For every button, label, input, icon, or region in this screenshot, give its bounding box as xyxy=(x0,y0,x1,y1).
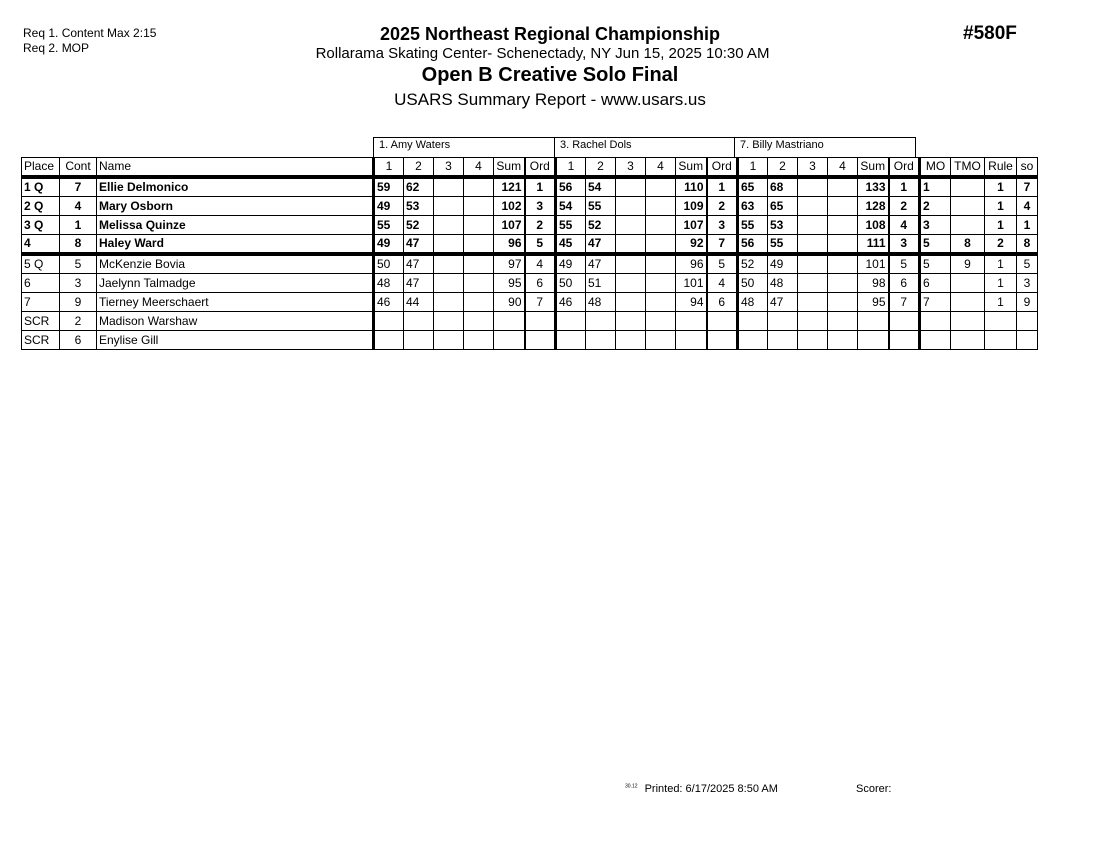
table-row xyxy=(22,177,1038,197)
judge-3-score-4-cell xyxy=(828,235,858,255)
judge-1-score-4-cell xyxy=(464,216,494,235)
col-header-rule: Rule xyxy=(985,158,1017,178)
report-title: USARS Summary Report - www.usars.us xyxy=(394,90,706,109)
j2-col-ord: Ord xyxy=(707,158,738,178)
judge-2-score-4-cell xyxy=(646,216,676,235)
judge-2-score-2-cell xyxy=(586,331,616,350)
judge-3-score-3-cell xyxy=(798,197,828,216)
mo-cell: 3 xyxy=(920,216,951,235)
judge-2-score-1-cell: 55 xyxy=(556,216,586,235)
judge-1-score-1-cell: 59 xyxy=(374,177,404,197)
judge-3-sum-cell xyxy=(858,331,889,350)
judge-2-score-3-cell xyxy=(616,331,646,350)
judge-2-sum-cell: 96 xyxy=(676,254,707,274)
judge-3-score-1-cell: 56 xyxy=(738,235,768,255)
judge-3-score-1-cell: 50 xyxy=(738,274,768,293)
table-row xyxy=(22,312,1038,331)
judge-1-score-1-cell: 55 xyxy=(374,216,404,235)
judge-1-ord-cell xyxy=(525,331,556,350)
judge-3-ord-cell: 7 xyxy=(889,293,920,312)
cont-cell: 6 xyxy=(60,331,97,350)
judge-1-score-2-cell: 47 xyxy=(404,254,434,274)
cont-cell: 4 xyxy=(60,197,97,216)
judge-2-ord-cell: 7 xyxy=(707,235,738,255)
place-cell: SCR xyxy=(22,312,60,331)
judge-1-score-3-cell xyxy=(434,274,464,293)
judge-2-score-4-cell xyxy=(646,197,676,216)
judge-2-score-2-cell: 48 xyxy=(586,293,616,312)
judge-2-sum-cell: 107 xyxy=(676,216,707,235)
judge-2-score-4-cell xyxy=(646,331,676,350)
tmo-cell: 8 xyxy=(951,235,985,255)
judge-1-score-1-cell: 48 xyxy=(374,274,404,293)
col-header-cont: Cont xyxy=(60,158,97,178)
cont-cell: 8 xyxy=(60,235,97,255)
judge-1-score-2-cell: 53 xyxy=(404,197,434,216)
judge-2-score-1-cell xyxy=(556,312,586,331)
judge-3-score-2-cell: 47 xyxy=(768,293,798,312)
judge-3-score-3-cell xyxy=(798,177,828,197)
judge-1-ord-cell: 6 xyxy=(525,274,556,293)
judge-2-score-4-cell xyxy=(646,254,676,274)
judge-2-score-3-cell xyxy=(616,235,646,255)
table-row xyxy=(22,274,1038,293)
print-info xyxy=(625,783,778,795)
table-row xyxy=(22,235,1038,255)
judge-1-score-1-cell xyxy=(374,331,404,350)
judge-3-name: 7. Billy Mastriano xyxy=(734,137,916,157)
judge-2-score-2-cell: 52 xyxy=(586,216,616,235)
judge-1-score-1-cell xyxy=(374,312,404,331)
name-cell: Melissa Quinze xyxy=(97,216,374,235)
judge-2-ord-cell: 4 xyxy=(707,274,738,293)
name-cell: Mary Osborn xyxy=(97,197,374,216)
event-title: Open B Creative Solo Final xyxy=(421,64,679,86)
judge-1-score-2-cell: 62 xyxy=(404,177,434,197)
col-header-name: Name xyxy=(97,158,374,178)
mo-cell xyxy=(920,312,951,331)
j2-col-2: 2 xyxy=(586,158,616,178)
judge-2-ord-cell: 5 xyxy=(707,254,738,274)
judge-1-score-3-cell xyxy=(434,197,464,216)
judge-2-score-1-cell: 50 xyxy=(556,274,586,293)
judge-1-score-2-cell: 47 xyxy=(404,274,434,293)
judge-3-score-2-cell xyxy=(768,312,798,331)
judge-2-score-3-cell xyxy=(616,274,646,293)
judge-2-score-2-cell: 51 xyxy=(586,274,616,293)
rule-cell: 1 xyxy=(985,254,1017,274)
tmo-cell xyxy=(951,216,985,235)
j2-col-1: 1 xyxy=(556,158,586,178)
judge-1-score-2-cell: 52 xyxy=(404,216,434,235)
judge-1-score-4-cell xyxy=(464,274,494,293)
name-cell: Jaelynn Talmadge xyxy=(97,274,374,293)
judge-2-score-3-cell xyxy=(616,197,646,216)
judge-3-score-3-cell xyxy=(798,274,828,293)
scorer-label: Scorer: xyxy=(856,783,892,795)
judge-2-score-2-cell: 47 xyxy=(586,235,616,255)
table-row xyxy=(22,331,1038,350)
judge-2-score-4-cell xyxy=(646,293,676,312)
mo-cell: 5 xyxy=(920,254,951,274)
judge-1-sum-cell: 97 xyxy=(494,254,525,274)
mo-cell: 6 xyxy=(920,274,951,293)
mo-cell: 7 xyxy=(920,293,951,312)
j1-col-sum: Sum xyxy=(494,158,525,178)
judge-2-ord-cell: 1 xyxy=(707,177,738,197)
competition-title: 2025 Northeast Regional Championship xyxy=(379,24,721,44)
judge-2-ord-cell xyxy=(707,331,738,350)
judge-1-score-3-cell xyxy=(434,254,464,274)
so-cell: 4 xyxy=(1017,197,1038,216)
table-row xyxy=(22,254,1038,274)
so-cell: 7 xyxy=(1017,177,1038,197)
j3-col-sum: Sum xyxy=(858,158,889,178)
judge-2-score-2-cell xyxy=(586,312,616,331)
j1-col-4: 4 xyxy=(464,158,494,178)
judge-1-score-3-cell xyxy=(434,235,464,255)
place-cell: 5 Q xyxy=(22,254,60,274)
judge-1-ord-cell: 4 xyxy=(525,254,556,274)
judge-1-ord-cell xyxy=(525,312,556,331)
name-cell: Madison Warshaw xyxy=(97,312,374,331)
judge-3-score-4-cell xyxy=(828,197,858,216)
judge-1-score-3-cell xyxy=(434,331,464,350)
judge-2-score-4-cell xyxy=(646,177,676,197)
judge-1-ord-cell: 7 xyxy=(525,293,556,312)
judge-1-score-4-cell xyxy=(464,235,494,255)
requirement-1: Req 1. Content Max 2:15 xyxy=(23,26,157,40)
judge-1-score-2-cell: 44 xyxy=(404,293,434,312)
j3-col-ord: Ord xyxy=(889,158,920,178)
rule-cell: 1 xyxy=(985,274,1017,293)
judge-1-score-1-cell: 49 xyxy=(374,235,404,255)
name-cell: Enylise Gill xyxy=(97,331,374,350)
rule-cell: 1 xyxy=(985,216,1017,235)
mo-cell: 2 xyxy=(920,197,951,216)
rule-cell: 2 xyxy=(985,235,1017,255)
judge-2-score-4-cell xyxy=(646,235,676,255)
printed-timestamp: Printed: 6/17/2025 8:50 AM xyxy=(644,783,778,795)
so-cell: 5 xyxy=(1017,254,1038,274)
mo-cell: 5 xyxy=(920,235,951,255)
cont-cell: 5 xyxy=(60,254,97,274)
judge-2-sum-cell xyxy=(676,312,707,331)
so-cell xyxy=(1017,312,1038,331)
judge-1-score-2-cell: 47 xyxy=(404,235,434,255)
judge-2-sum-cell: 109 xyxy=(676,197,707,216)
name-cell: Ellie Delmonico xyxy=(97,177,374,197)
judge-1-sum-cell xyxy=(494,312,525,331)
j3-col-4: 4 xyxy=(828,158,858,178)
judge-3-score-1-cell: 55 xyxy=(738,216,768,235)
judge-1-ord-cell: 3 xyxy=(525,197,556,216)
cont-cell: 3 xyxy=(60,274,97,293)
rule-cell: 1 xyxy=(985,197,1017,216)
requirement-2: Req 2. MOP xyxy=(23,41,90,55)
judge-3-score-2-cell: 55 xyxy=(768,235,798,255)
judge-3-ord-cell xyxy=(889,312,920,331)
judge-1-ord-cell: 1 xyxy=(525,177,556,197)
judge-1-sum-cell: 96 xyxy=(494,235,525,255)
place-cell: SCR xyxy=(22,331,60,350)
judge-2-ord-cell: 2 xyxy=(707,197,738,216)
j3-col-1: 1 xyxy=(738,158,768,178)
judge-2-score-1-cell: 49 xyxy=(556,254,586,274)
judge-1-score-4-cell xyxy=(464,254,494,274)
judge-1-score-2-cell xyxy=(404,312,434,331)
judge-1-score-3-cell xyxy=(434,216,464,235)
judge-1-score-4-cell xyxy=(464,312,494,331)
judge-1-sum-cell: 102 xyxy=(494,197,525,216)
judge-2-score-3-cell xyxy=(616,177,646,197)
mo-cell xyxy=(920,331,951,350)
judge-3-sum-cell: 111 xyxy=(858,235,889,255)
judge-3-ord-cell: 1 xyxy=(889,177,920,197)
place-cell: 2 Q xyxy=(22,197,60,216)
judge-3-score-2-cell: 48 xyxy=(768,274,798,293)
judge-1-score-4-cell xyxy=(464,331,494,350)
judge-3-score-4-cell xyxy=(828,293,858,312)
tmo-cell xyxy=(951,177,985,197)
judge-2-score-4-cell xyxy=(646,274,676,293)
judge-2-ord-cell: 3 xyxy=(707,216,738,235)
rule-cell: 1 xyxy=(985,177,1017,197)
tmo-cell xyxy=(951,331,985,350)
judge-3-score-3-cell xyxy=(798,254,828,274)
judge-1-ord-cell: 5 xyxy=(525,235,556,255)
judge-3-score-1-cell xyxy=(738,312,768,331)
judge-3-ord-cell: 5 xyxy=(889,254,920,274)
col-header-place: Place xyxy=(22,158,60,178)
judge-3-score-4-cell xyxy=(828,274,858,293)
place-cell: 3 Q xyxy=(22,216,60,235)
judge-3-score-4-cell xyxy=(828,254,858,274)
judge-2-score-2-cell: 54 xyxy=(586,177,616,197)
j2-col-4: 4 xyxy=(646,158,676,178)
rule-cell xyxy=(985,312,1017,331)
judge-2-score-2-cell: 55 xyxy=(586,197,616,216)
judge-2-score-4-cell xyxy=(646,312,676,331)
judge-3-sum-cell: 133 xyxy=(858,177,889,197)
judge-3-score-3-cell xyxy=(798,293,828,312)
so-cell: 9 xyxy=(1017,293,1038,312)
judge-3-score-4-cell xyxy=(828,177,858,197)
judge-3-score-2-cell: 49 xyxy=(768,254,798,274)
judge-2-sum-cell: 101 xyxy=(676,274,707,293)
judge-3-score-4-cell xyxy=(828,331,858,350)
cont-cell: 9 xyxy=(60,293,97,312)
judge-3-score-4-cell xyxy=(828,216,858,235)
cont-cell: 7 xyxy=(60,177,97,197)
judge-3-score-3-cell xyxy=(798,331,828,350)
judge-2-score-3-cell xyxy=(616,216,646,235)
judge-3-score-3-cell xyxy=(798,235,828,255)
judge-2-sum-cell: 110 xyxy=(676,177,707,197)
judge-3-score-1-cell: 65 xyxy=(738,177,768,197)
rule-cell: 1 xyxy=(985,293,1017,312)
tiny-code: 30.12 xyxy=(625,783,638,790)
judge-1-sum-cell: 95 xyxy=(494,274,525,293)
tmo-cell xyxy=(951,274,985,293)
judge-2-sum-cell: 92 xyxy=(676,235,707,255)
col-header-tmo: TMO xyxy=(951,158,985,178)
judge-3-ord-cell: 3 xyxy=(889,235,920,255)
j3-col-3: 3 xyxy=(798,158,828,178)
name-cell: McKenzie Bovia xyxy=(97,254,374,274)
judge-1-score-1-cell: 46 xyxy=(374,293,404,312)
j1-col-2: 2 xyxy=(404,158,434,178)
judge-1-sum-cell: 121 xyxy=(494,177,525,197)
judge-1-sum-cell: 107 xyxy=(494,216,525,235)
judge-2-score-3-cell xyxy=(616,312,646,331)
judge-3-sum-cell: 95 xyxy=(858,293,889,312)
table-row xyxy=(22,216,1038,235)
results-table xyxy=(21,157,1038,350)
judge-1-score-4-cell xyxy=(464,177,494,197)
tmo-cell xyxy=(951,312,985,331)
judge-1-score-1-cell: 50 xyxy=(374,254,404,274)
place-cell: 1 Q xyxy=(22,177,60,197)
judge-3-sum-cell: 98 xyxy=(858,274,889,293)
judge-2-ord-cell xyxy=(707,312,738,331)
col-header-so: so xyxy=(1017,158,1038,178)
judge-3-sum-cell xyxy=(858,312,889,331)
place-cell: 4 xyxy=(22,235,60,255)
judge-3-score-3-cell xyxy=(798,216,828,235)
judge-3-score-2-cell: 68 xyxy=(768,177,798,197)
table-row xyxy=(22,293,1038,312)
so-cell: 1 xyxy=(1017,216,1038,235)
judge-3-sum-cell: 108 xyxy=(858,216,889,235)
judge-3-ord-cell: 6 xyxy=(889,274,920,293)
event-number: #580F xyxy=(963,23,1017,44)
j1-col-3: 3 xyxy=(434,158,464,178)
judge-3-score-1-cell xyxy=(738,331,768,350)
tmo-cell xyxy=(951,197,985,216)
judge-2-ord-cell: 6 xyxy=(707,293,738,312)
judge-2-sum-cell xyxy=(676,331,707,350)
judge-1-score-4-cell xyxy=(464,293,494,312)
judge-3-ord-cell xyxy=(889,331,920,350)
rule-cell xyxy=(985,331,1017,350)
judge-3-score-1-cell: 52 xyxy=(738,254,768,274)
cont-cell: 1 xyxy=(60,216,97,235)
judge-3-score-1-cell: 48 xyxy=(738,293,768,312)
j2-col-3: 3 xyxy=(616,158,646,178)
judge-3-sum-cell: 101 xyxy=(858,254,889,274)
judge-1-score-1-cell: 49 xyxy=(374,197,404,216)
judge-2-score-1-cell xyxy=(556,331,586,350)
place-cell: 6 xyxy=(22,274,60,293)
col-header-mo: MO xyxy=(920,158,951,178)
tmo-cell xyxy=(951,293,985,312)
judge-3-ord-cell: 2 xyxy=(889,197,920,216)
j1-col-ord: Ord xyxy=(525,158,556,178)
judge-1-score-4-cell xyxy=(464,197,494,216)
judge-1-score-3-cell xyxy=(434,177,464,197)
name-cell: Haley Ward xyxy=(97,235,374,255)
header-row xyxy=(22,158,1038,178)
mo-cell: 1 xyxy=(920,177,951,197)
judge-2-score-3-cell xyxy=(616,293,646,312)
judge-2-score-1-cell: 54 xyxy=(556,197,586,216)
judge-3-score-2-cell xyxy=(768,331,798,350)
so-cell: 8 xyxy=(1017,235,1038,255)
judge-1-score-3-cell xyxy=(434,293,464,312)
judge-1-sum-cell: 90 xyxy=(494,293,525,312)
judge-2-score-3-cell xyxy=(616,254,646,274)
judge-2-score-1-cell: 46 xyxy=(556,293,586,312)
judge-3-score-2-cell: 53 xyxy=(768,216,798,235)
judge-2-name: 3. Rachel Dols xyxy=(554,137,735,157)
table-row xyxy=(22,197,1038,216)
so-cell xyxy=(1017,331,1038,350)
judge-2-score-1-cell: 45 xyxy=(556,235,586,255)
judge-3-score-2-cell: 65 xyxy=(768,197,798,216)
judge-2-score-1-cell: 56 xyxy=(556,177,586,197)
j1-col-1: 1 xyxy=(374,158,404,178)
judge-3-ord-cell: 4 xyxy=(889,216,920,235)
name-cell: Tierney Meerschaert xyxy=(97,293,374,312)
cont-cell: 2 xyxy=(60,312,97,331)
tmo-cell: 9 xyxy=(951,254,985,274)
judge-3-score-3-cell xyxy=(798,312,828,331)
judge-1-name: 1. Amy Waters xyxy=(373,137,555,157)
so-cell: 3 xyxy=(1017,274,1038,293)
judge-3-score-4-cell xyxy=(828,312,858,331)
judge-1-ord-cell: 2 xyxy=(525,216,556,235)
judge-1-sum-cell xyxy=(494,331,525,350)
j2-col-sum: Sum xyxy=(676,158,707,178)
judge-3-score-1-cell: 63 xyxy=(738,197,768,216)
place-cell: 7 xyxy=(22,293,60,312)
judge-1-score-3-cell xyxy=(434,312,464,331)
j3-col-2: 2 xyxy=(768,158,798,178)
venue-date-line: Rollarama Skating Center- Schenectady, NY Jun 15, 2025 10:30 AM xyxy=(315,45,770,62)
judge-2-sum-cell: 94 xyxy=(676,293,707,312)
judge-3-sum-cell: 128 xyxy=(858,197,889,216)
judge-1-score-2-cell xyxy=(404,331,434,350)
judge-2-score-2-cell: 47 xyxy=(586,254,616,274)
